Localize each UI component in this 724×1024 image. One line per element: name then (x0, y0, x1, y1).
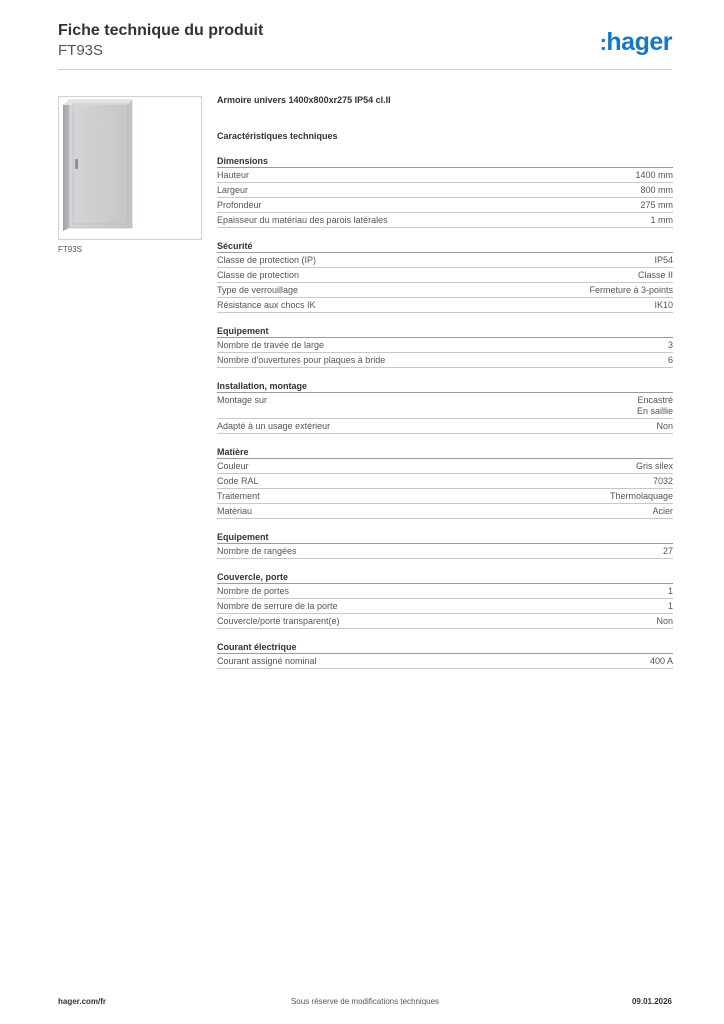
document-title: Fiche technique du produit (58, 22, 264, 39)
spec-row (217, 474, 673, 489)
spec-row (217, 459, 673, 474)
spec-value-line: 1 (667, 600, 673, 611)
spec-section (217, 531, 673, 559)
spec-row (217, 654, 673, 669)
spec-value (668, 586, 673, 597)
spec-label: Couvercle/porte transparent(e) (217, 615, 340, 626)
spec-value (663, 546, 673, 557)
spec-row (217, 298, 673, 313)
spec-label: Couleur (217, 460, 249, 471)
spec-row (217, 183, 673, 198)
spec-value (668, 355, 673, 366)
spec-value (653, 476, 673, 487)
spec-label: Nombre de portes (217, 585, 290, 596)
footer-date: 09.01.2026 (631, 997, 672, 1006)
spec-value (668, 601, 673, 612)
spec-row (217, 283, 673, 298)
image-caption: FT93S (58, 245, 83, 254)
spec-sections (217, 155, 673, 669)
spec-label: Hauteur (217, 169, 250, 180)
spec-value-line: 400 A (649, 655, 673, 666)
section-title: Courant électrique (217, 641, 673, 654)
spec-value (637, 395, 673, 417)
spec-section (217, 446, 673, 519)
product-code: FT93S (58, 42, 104, 59)
spec-value (589, 285, 673, 296)
spec-value (668, 340, 673, 351)
spec-label: Type de verrouillage (217, 284, 299, 295)
section-title: Matière (217, 446, 673, 459)
spec-value-line: En saillie (636, 405, 673, 416)
spec-value-line: 1400 mm (635, 169, 673, 180)
spec-value-line: Non (656, 615, 673, 626)
spec-value-line: Encastré (637, 394, 673, 405)
cabinet-illustration (59, 97, 201, 239)
spec-value-line: Classe II (637, 269, 673, 280)
spec-label: Traitement (217, 490, 260, 501)
spec-label: Profondeur (217, 199, 262, 210)
spec-value (652, 506, 673, 517)
spec-value (635, 170, 673, 181)
spec-row (217, 168, 673, 183)
footer-notice: Sous réserve de modifications techniques (290, 997, 440, 1006)
spec-value-line: 275 mm (640, 199, 673, 210)
spec-section (217, 380, 673, 434)
spec-row (217, 614, 673, 629)
spec-section (217, 155, 673, 228)
spec-value-line: 3 (667, 339, 673, 350)
spec-row (217, 599, 673, 614)
tech-heading: Caractéristiques techniques (217, 131, 338, 141)
spec-value-line: IK10 (654, 299, 673, 310)
spec-label: Classe de protection (IP) (217, 254, 317, 265)
spec-value (651, 215, 674, 226)
spec-value-line: Acier (652, 505, 673, 516)
spec-section (217, 240, 673, 313)
spec-label: Nombre de travée de large (217, 339, 325, 350)
spec-label: Nombre de rangées (217, 545, 297, 556)
spec-label: Code RAL (217, 475, 259, 486)
spec-row (217, 353, 673, 368)
product-image (58, 96, 202, 240)
spec-label: Adapté à un usage extérieur (217, 420, 331, 431)
spec-row (217, 268, 673, 283)
spec-row (217, 213, 673, 228)
spec-section (217, 325, 673, 368)
spec-label: Nombre d'ouvertures pour plaques à bride (217, 354, 386, 365)
spec-row (217, 504, 673, 519)
spec-value-line: Thermolaquage (609, 490, 673, 501)
spec-label: Epaisseur du matériau des parois latérales (217, 214, 388, 225)
spec-value-line: IP54 (654, 254, 673, 265)
spec-value-line: 800 mm (640, 184, 673, 195)
spec-value-line: Fermeture à 3-points (589, 284, 673, 295)
product-name: Armoire univers 1400x800xr275 IP54 cl.II (217, 95, 391, 105)
spec-label: Résistance aux chocs IK (217, 299, 316, 310)
spec-label: Nombre de serrure de la porte (217, 600, 338, 611)
spec-value (654, 300, 673, 311)
spec-value (654, 255, 673, 266)
spec-value-line: 27 (662, 545, 673, 556)
spec-label: Largeur (217, 184, 249, 195)
hager-logo: :hager (599, 28, 672, 56)
spec-value (636, 461, 673, 472)
spec-value (638, 270, 673, 281)
section-title: Dimensions (217, 155, 673, 168)
spec-label: Courant assigné nominal (217, 655, 317, 666)
spec-section (217, 641, 673, 669)
page-footer (58, 997, 672, 1011)
spec-row (217, 253, 673, 268)
website-link[interactable]: hager.com/fr (58, 997, 107, 1006)
spec-value (640, 200, 673, 211)
spec-row (217, 489, 673, 504)
spec-value-line: Gris silex (635, 460, 673, 471)
spec-value-line: 1 (667, 585, 673, 596)
spec-row (217, 584, 673, 599)
spec-value-line: 6 (667, 354, 673, 365)
spec-label: Matériau (217, 505, 253, 516)
section-title: Couvercle, porte (217, 571, 673, 584)
spec-value (650, 656, 673, 667)
spec-row (217, 338, 673, 353)
spec-row (217, 393, 673, 419)
section-title: Installation, montage (217, 380, 673, 393)
spec-row (217, 419, 673, 434)
spec-section (217, 571, 673, 629)
spec-row (217, 544, 673, 559)
section-title: Sécurité (217, 240, 673, 253)
section-title: Equipement (217, 531, 673, 544)
spec-label: Classe de protection (217, 269, 300, 280)
spec-label: Montage sur (217, 394, 268, 405)
spec-row (217, 198, 673, 213)
spec-value-line: 1 mm (650, 214, 673, 225)
spec-value (610, 491, 673, 502)
section-title: Equipement (217, 325, 673, 338)
spec-value (656, 421, 673, 432)
spec-content (217, 93, 673, 669)
spec-value-line: Non (656, 420, 673, 431)
spec-value-line: 7032 (652, 475, 673, 486)
spec-value (656, 616, 673, 627)
spec-value (640, 185, 673, 196)
page-header (58, 20, 672, 70)
